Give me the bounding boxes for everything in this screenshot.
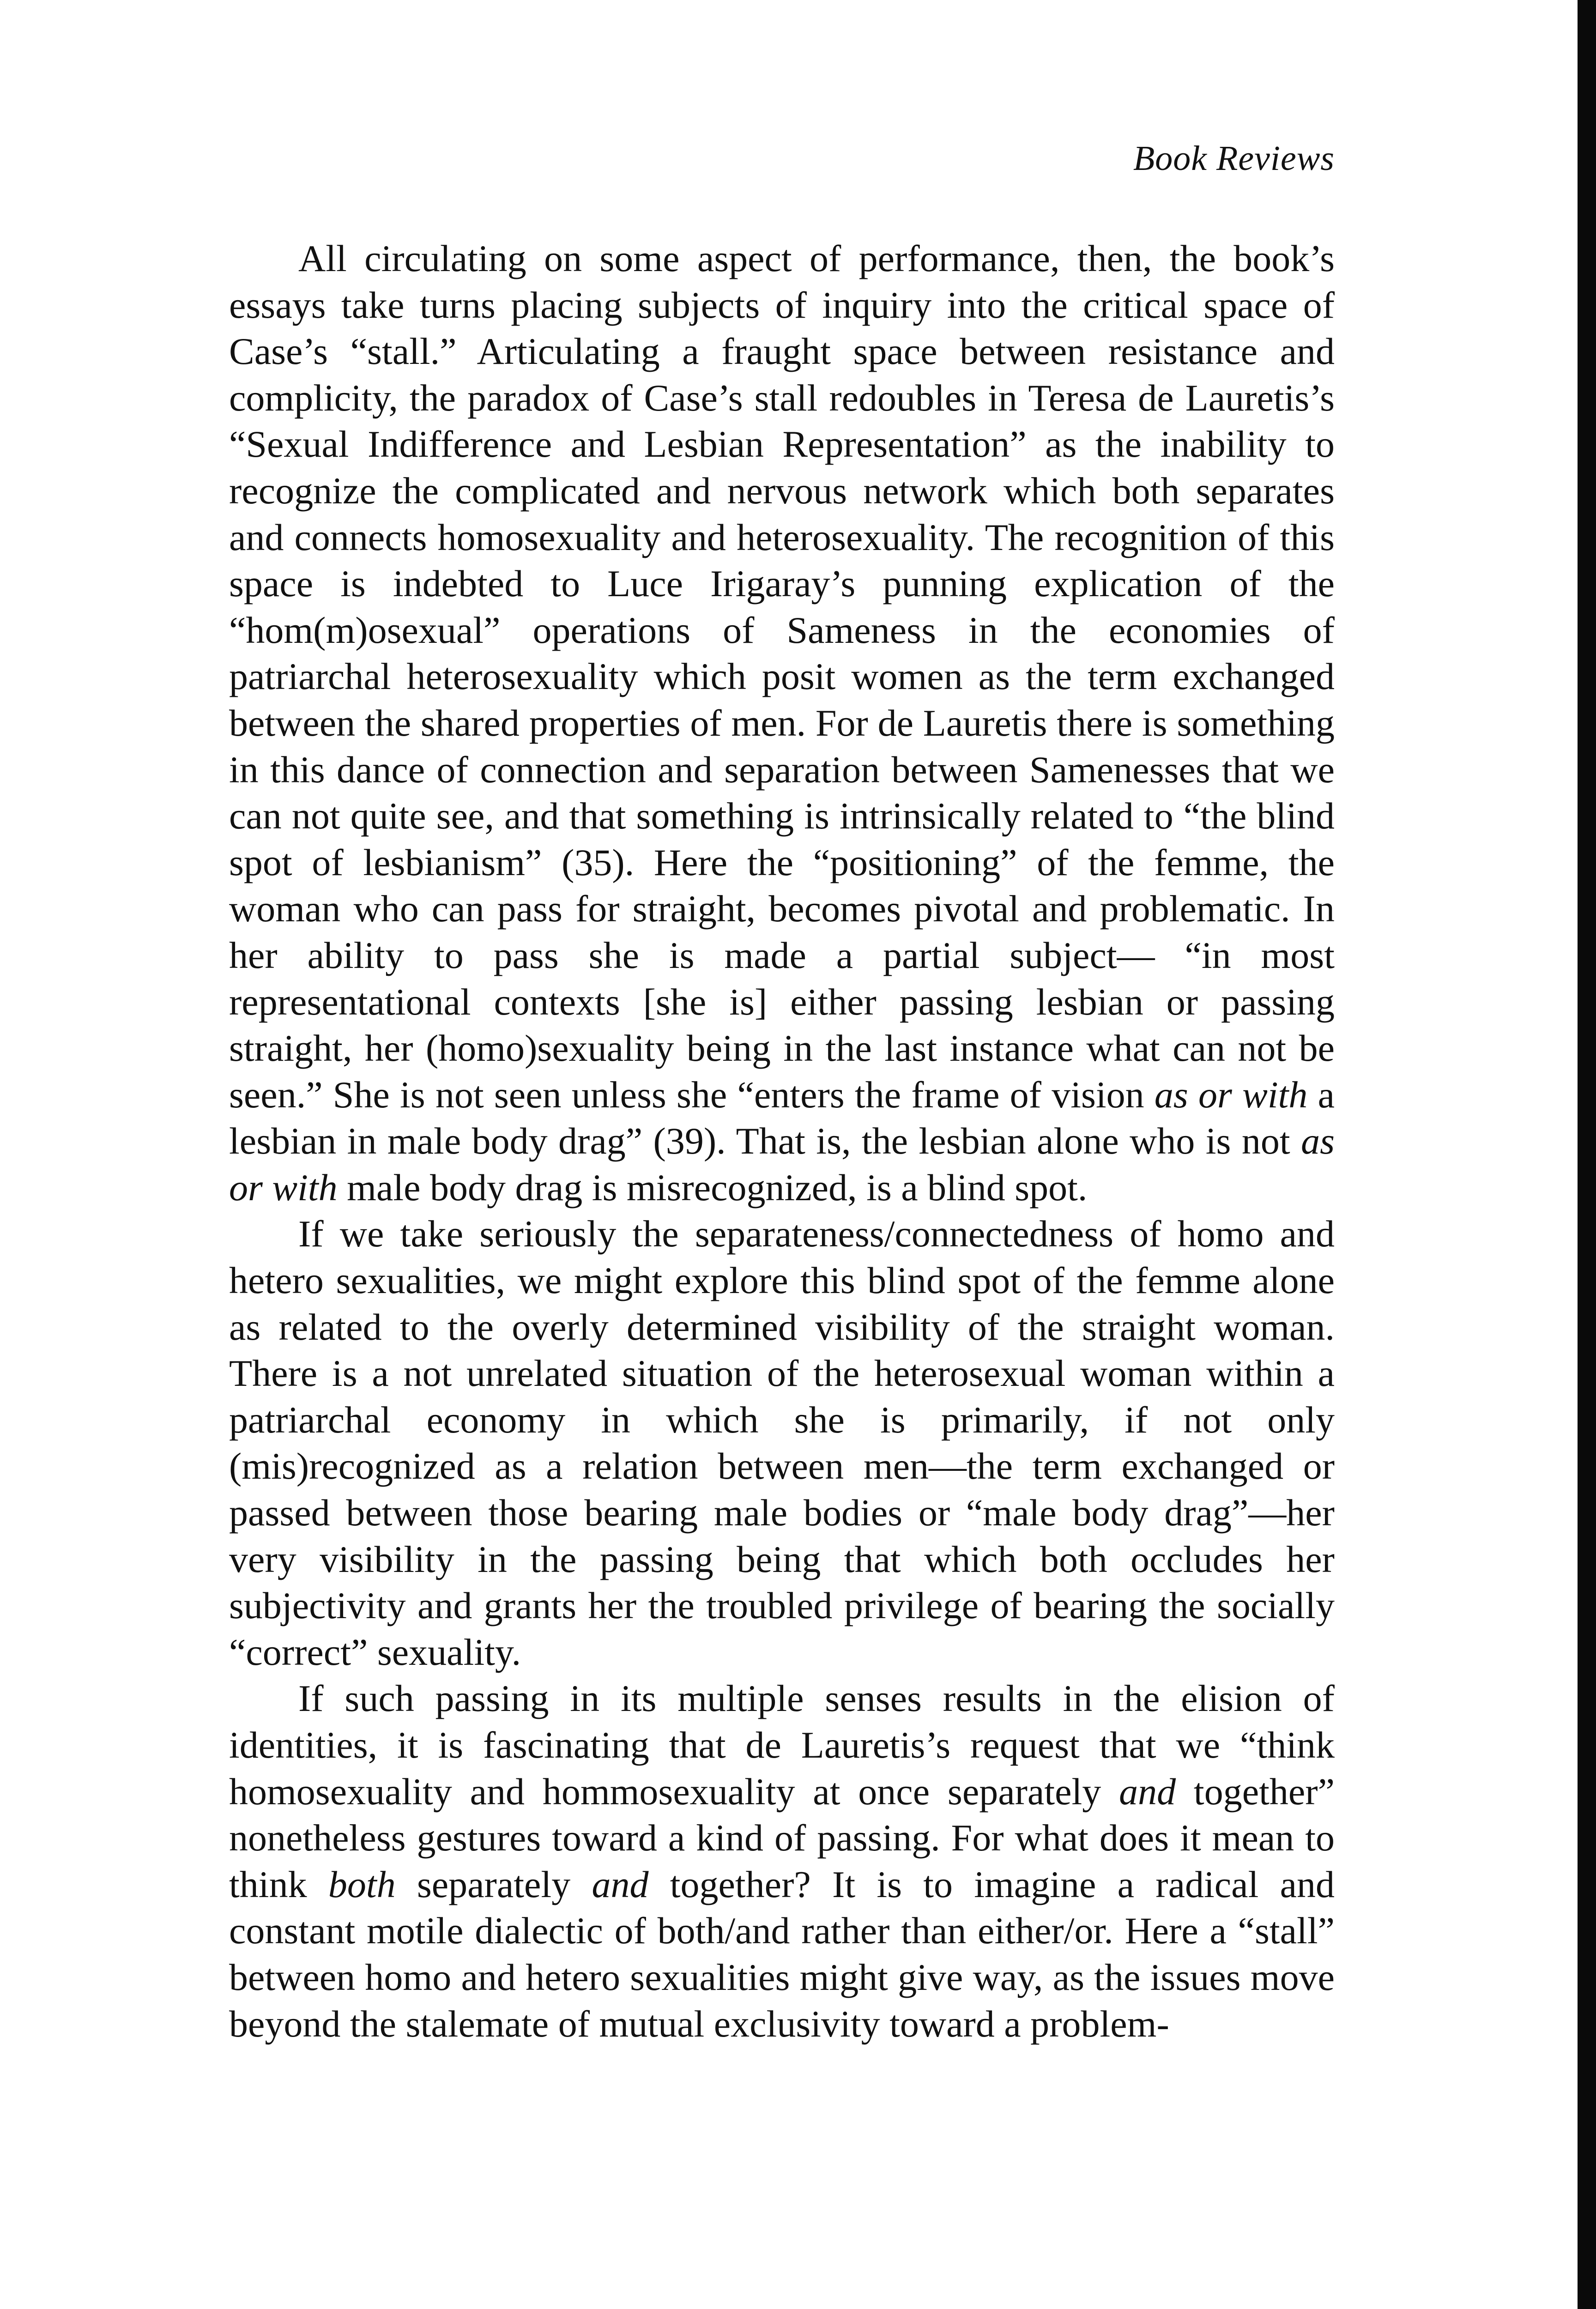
text-segment: All circulating on some aspect of performance, then, the book’s essays take turns placing subjects of inquiry into the critical space of Case’s “stall.” Articulating a fraught space between resistance and complicity, the paradox of Case’s stall redoubles in Teresa de Lauretis’s “Sexual Indifference and Lesbian Representation” as the inability to recognize the complicated and nervous network which both separates and connects homosexuality and heterosexuality. The recognition of this space is indebted to Luce Irigaray’s punning explication of the “hom(m)osexual” operations of Sameness in the economies of patriarchal heterosexuality which posit women as the term exchanged between the shared properties of men. For de Lauretis there is something in this dance of connection and separation between Samenesses that we can not quite see, and that something is intrinsically related to “the blind spot of lesbianism” (35). Here the “positioning” of the femme, the woman who can pass for straight, becomes pivotal and problematic. In her ability to pass she is made a partial subject— “in most representational contexts [she is] either passing lesbian or passing straight, her (homo)sexuality being in the last instance what can not be seen.” She is not seen unless she “enters the frame of vision <box>229 237 1335 1116</box>
paragraph-3 <box>229 1675 1335 2047</box>
italic-segment: as or with <box>1154 1073 1308 1116</box>
scan-edge-border <box>1578 0 1596 2309</box>
italic-segment: as or with <box>229 1120 1335 1209</box>
body-text <box>229 236 1335 2047</box>
text-segment: separately <box>395 1863 592 1905</box>
text-segment: a lesbian in male body drag” (39). That is, the lesbian alone who is not <box>229 1073 1335 1162</box>
text-segment: together? It is to imagine a radical and constant motile dialectic of both/and rather than either/or. Here a “stall” between homo and hetero sexualities might give way, as the issues move beyond the stalemate of mutual exclusivity toward a problem- <box>229 1863 1335 2045</box>
text-segment: If such passing in its multiple senses results in the elision of identities, it is fascinating that de Lauretis’s request that we “think homosexuality and hommosexuality at once separately <box>229 1677 1335 1813</box>
italic-segment: and <box>592 1863 649 1905</box>
paragraph-2 <box>229 1211 1335 1675</box>
text-segment: If we take seriously the separateness/connectedness of homo and hetero sexualities, we might explore this blind spot of the femme alone as related to the overly determined visibility of the straight woman. There is a not unrelated situation of the heterosexual woman within a patriarchal economy in which she is primarily, if not only (mis)recognized as a relation between men—the term exchanged or passed between those bearing male bodies or “male body drag”—her very visibility in the passing being that which both occludes her subjectivity and grants her the troubled privilege of bearing the socially “correct” sexuality. <box>229 1213 1335 1673</box>
italic-segment: and <box>1119 1770 1176 1813</box>
text-segment: together” nonetheless gestures toward a kind of passing. For what does it mean to think <box>229 1770 1335 1905</box>
italic-segment: both <box>328 1863 396 1905</box>
text-segment: male body drag is misrecognized, is a blind spot. <box>337 1166 1088 1209</box>
running-head: Book Reviews <box>1133 139 1335 178</box>
paragraph-1 <box>229 236 1335 1211</box>
